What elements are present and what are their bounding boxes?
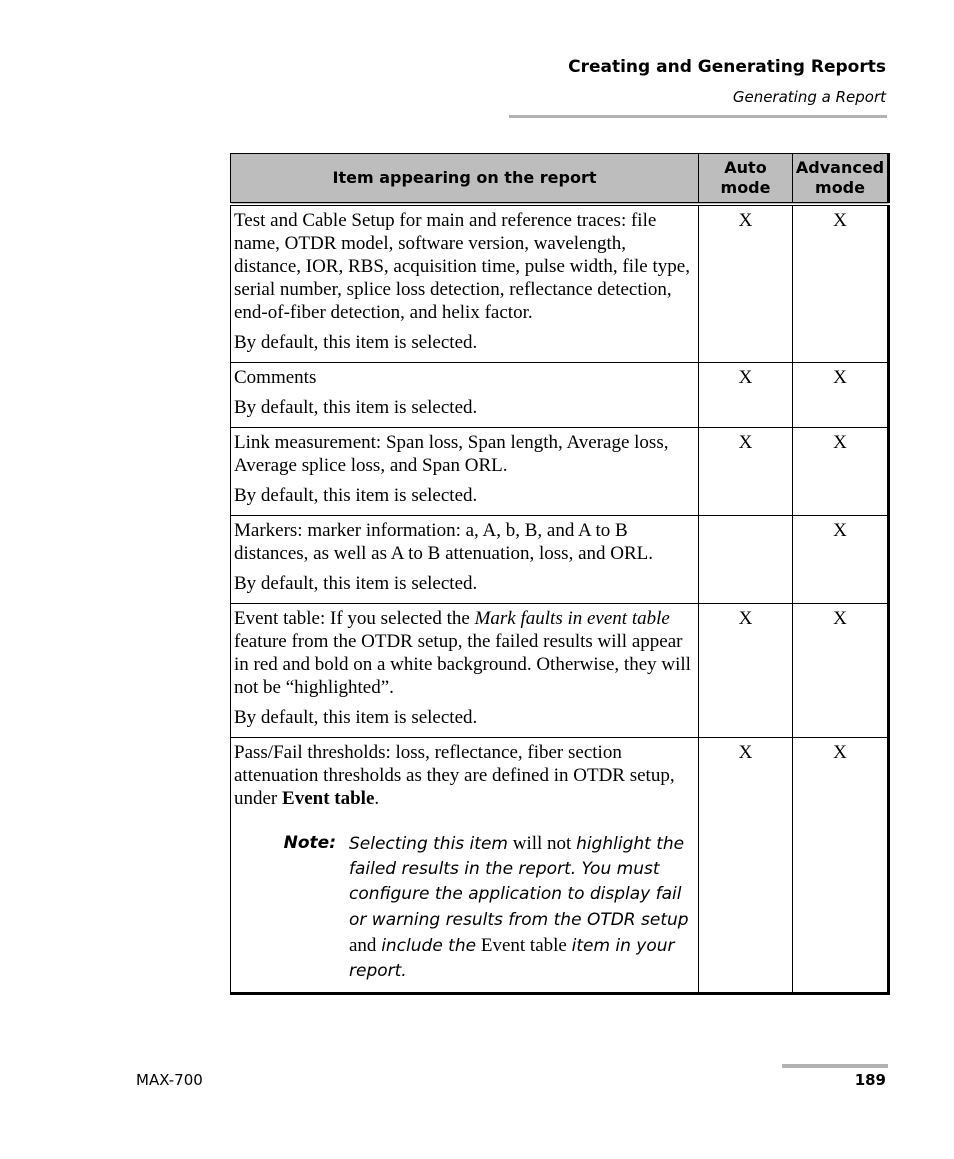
item-text-after: . xyxy=(374,788,380,809)
table-row xyxy=(231,204,889,363)
auto-mode-mark: X xyxy=(699,363,793,428)
note-text: highlight the failed results in the report. You must configure the application to display fail or warning results from the OTDR setup xyxy=(349,834,689,930)
item-default: By default, this item is selected. xyxy=(234,397,478,418)
advanced-mode-mark: X xyxy=(793,428,889,516)
table-row xyxy=(231,604,889,738)
product-name: MAX-700 xyxy=(136,1071,203,1089)
section-title: Creating and Generating Reports xyxy=(568,57,886,77)
item-cell xyxy=(231,363,699,428)
item-text-before: Event table: If you selected the xyxy=(234,608,475,629)
note-text: include the xyxy=(381,936,477,956)
auto-mode-mark: X xyxy=(699,738,793,994)
item-description: Markers: marker information: a, A, b, B, and A to B distances, as well as A to B attenuation, loss, and ORL. xyxy=(234,520,654,564)
item-text-after: feature from the OTDR setup, the failed results will appear in red and bold on a white background. Otherwise, they will not be “highlighted”. xyxy=(234,631,691,698)
page-number: 189 xyxy=(854,1071,886,1089)
item-cell xyxy=(231,204,699,363)
table-row xyxy=(231,363,889,428)
item-text-before: Pass/Fail thresholds: loss, reflectance, fiber section attenuation thresholds as they are defined in OTDR setup, under xyxy=(234,742,675,809)
note-label: Note: xyxy=(283,833,336,853)
column-header-item: Item appearing on the report xyxy=(231,154,699,205)
item-description: Comments xyxy=(234,367,317,388)
item-cell xyxy=(231,516,699,604)
advanced-mode-mark: X xyxy=(793,516,889,604)
note-text: item in your report. xyxy=(349,936,675,981)
auto-mode-mark xyxy=(699,516,793,604)
note-text: Selecting this item xyxy=(349,834,508,854)
advanced-mode-mark: X xyxy=(793,604,889,738)
item-description xyxy=(234,607,695,699)
note-block xyxy=(234,831,695,984)
item-default: By default, this item is selected. xyxy=(234,573,478,594)
item-text-emphasis: Mark faults in event table xyxy=(474,608,670,629)
auto-mode-mark: X xyxy=(699,428,793,516)
item-cell xyxy=(231,738,699,994)
item-description: Link measurement: Span loss, Span length, Average loss, Average splice loss, and Span ORL. xyxy=(234,432,669,476)
item-cell xyxy=(231,428,699,516)
item-default: By default, this item is selected. xyxy=(234,485,478,506)
report-items-table xyxy=(230,153,890,995)
advanced-mode-mark: X xyxy=(793,363,889,428)
table-row xyxy=(231,516,889,604)
item-description: Test and Cable Setup for main and reference traces: file name, OTDR model, software version, wavelength, distance, IOR, RBS, acquisition time, pulse width, file type, serial number, splice loss detection, reflectance detection, end-of-fiber detection, and helix factor. xyxy=(234,210,690,323)
table-row xyxy=(231,738,889,994)
item-default: By default, this item is selected. xyxy=(234,707,478,728)
note-text: Event table xyxy=(476,935,572,956)
item-description xyxy=(234,741,695,810)
section-subtitle: Generating a Report xyxy=(732,88,886,106)
advanced-mode-mark: X xyxy=(793,204,889,363)
table-row xyxy=(231,428,889,516)
note-body xyxy=(349,831,695,984)
advanced-mode-mark: X xyxy=(793,738,889,994)
footer-divider xyxy=(782,1064,888,1068)
column-header-advanced: Advanced mode xyxy=(793,154,889,205)
auto-mode-mark: X xyxy=(699,604,793,738)
note-text: will not xyxy=(507,833,577,854)
column-header-auto: Auto mode xyxy=(699,154,793,205)
note-text: and xyxy=(349,935,382,956)
item-cell xyxy=(231,604,699,738)
auto-mode-mark: X xyxy=(699,204,793,363)
header-divider xyxy=(509,115,887,118)
table-header-row xyxy=(231,154,889,205)
item-default: By default, this item is selected. xyxy=(234,332,478,353)
item-text-bold: Event table xyxy=(282,788,375,809)
